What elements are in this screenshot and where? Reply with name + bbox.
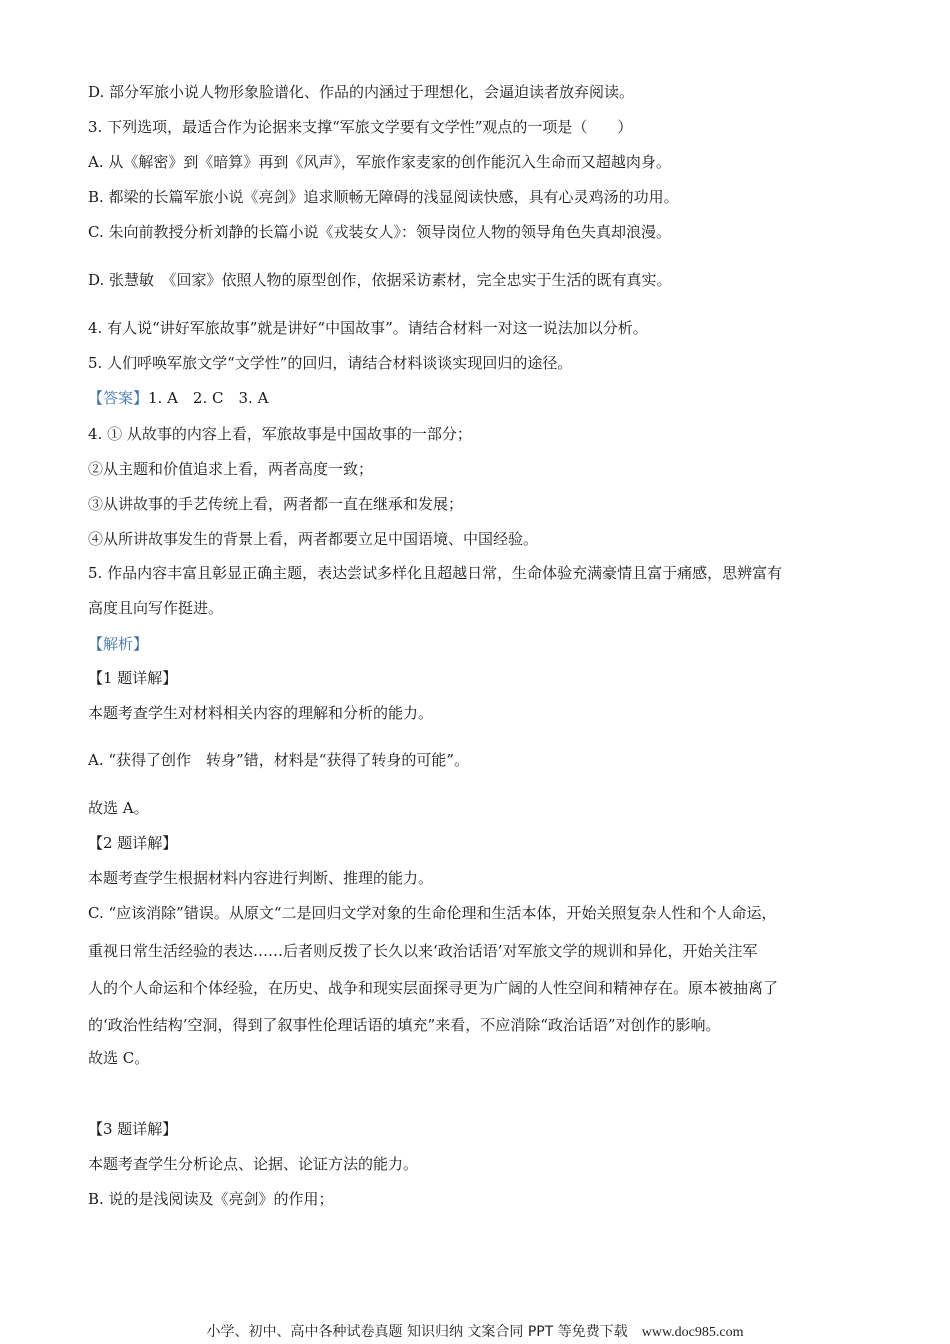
detail-3-heading: 【3 题详解】 [88, 1120, 178, 1138]
detail-2-explanation-4: 的‘政治性结构’空洞，得到了叙事性伦理话语的填充”来看，不应消除“政治话语”对创作的影响。 [88, 1016, 721, 1034]
detail-3-explanation: B. 说的是浅阅读及《亮剑》的作用； [88, 1190, 334, 1208]
footer-url[interactable]: www.doc985.com [641, 1325, 744, 1340]
detail-1-intro: 本题考查学生对材料相关内容的理解和分析的能力。 [88, 704, 434, 722]
detail-2-explanation-3: 人的个人命运和个体经验，在历史、战争和现实层面探寻更为广阔的人性空间和精神存在。原本被抽离了 [88, 979, 779, 997]
detail-1-conclusion: 故选 A。 [88, 799, 149, 817]
answer-tag: 【答案】 [88, 389, 149, 407]
page-footer [0, 1322, 950, 1343]
answer-5-line-1: 5. 作品内容丰富且彰显正确主题，表达尝试多样化且超越日常，生命体验充满豪情且富于痛感，思辨富有 [88, 564, 783, 582]
detail-1-explanation: A. “获得了创作 转身”错，材料是“获得了转身的可能”。 [88, 751, 470, 769]
answer-values: 1. A 2. C 3. A [148, 389, 269, 407]
detail-2-explanation-2: 重视日常生活经验的表达……后者则反拨了长久以来‘政治话语’对军旅文学的规训和异化，开始关注军 [88, 942, 758, 960]
answer-4-point-1: 4. ① 从故事的内容上看，军旅故事是中国故事的一部分； [88, 425, 472, 443]
option-2d: D. 部分军旅小说人物形象脸谱化、作品的内涵过于理想化，会逼迫读者放弃阅读。 [88, 83, 635, 101]
answer-4-point-2: ②从主题和价值追求上看，两者高度一致； [88, 460, 374, 478]
answer-4-point-3: ③从讲故事的手艺传统上看，两者都一直在继承和发展； [88, 495, 464, 513]
option-3d: D. 张慧敏 《回家》依照人物的原型创作，依据采访素材，完全忠实于生活的既有真实。 [88, 271, 672, 289]
option-3b: B. 都梁的长篇军旅小说《亮剑》追求顺畅无障碍的浅显阅读快感，具有心灵鸡汤的功用。 [88, 188, 679, 206]
analysis-tag: 【解析】 [88, 635, 149, 653]
question-3: 3. 下列选项，最适合作为论据来支撑“军旅文学要有文学性”观点的一项是（ ） [88, 118, 633, 136]
footer-text: 小学、初中、高中各种试卷真题 知识归纳 文案合同 PPT 等免费下载 [206, 1324, 628, 1340]
detail-2-explanation-1: C. “应该消除”错误。从原文“二是回归文学对象的生命伦理和生活本体，开始关照复杂人性和个人命运， [88, 904, 777, 922]
question-5: 5. 人们呼唤军旅文学“文学性”的回归，请结合材料谈谈实现回归的途径。 [88, 354, 573, 372]
answer-5-line-2: 高度且向写作挺进。 [88, 599, 224, 617]
detail-2-intro: 本题考查学生根据材料内容进行判断、推理的能力。 [88, 869, 434, 887]
answer-line [88, 388, 878, 408]
option-3a: A. 从《解密》到《暗算》再到《风声》，军旅作家麦家的创作能沉入生命而又超越肉身。 [88, 153, 671, 171]
option-3c: C. 朱向前教授分析刘静的长篇小说《戎装女人》：领导岗位人物的领导角色失真却浪漫。 [88, 223, 671, 241]
detail-1-heading: 【1 题详解】 [88, 669, 178, 687]
detail-2-heading: 【2 题详解】 [88, 834, 178, 852]
detail-3-intro: 本题考查学生分析论点、论据、论证方法的能力。 [88, 1155, 419, 1173]
question-4: 4. 有人说“讲好军旅故事”就是讲好“中国故事”。请结合材料一对这一说法加以分析。 [88, 319, 648, 337]
answer-4-point-4: ④从所讲故事发生的背景上看，两者都要立足中国语境、中国经验。 [88, 530, 539, 548]
detail-2-conclusion: 故选 C。 [88, 1049, 150, 1067]
